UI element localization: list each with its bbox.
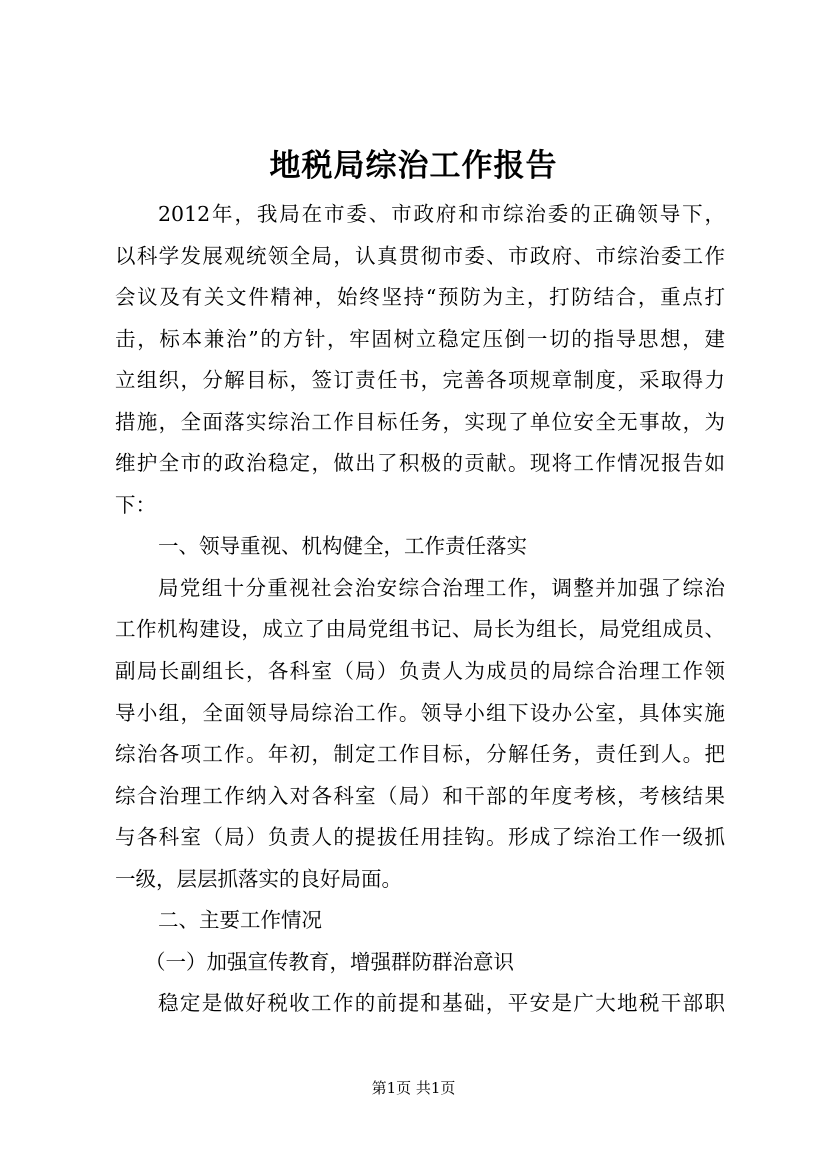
paragraph-line: 副局长副组长，各科室（局）负责人为成员的局综合治理工作领	[115, 659, 725, 684]
paragraph-line: 立组织，分解目标，签订责任书，完善各项规章制度，采取得力	[115, 368, 725, 393]
paragraph-line: 措施，全面落实综治工作目标任务，实现了单位安全无事故，为	[115, 409, 725, 434]
paragraph-line: 综治各项工作。年初，制定工作目标，分解任务，责任到人。把	[115, 742, 725, 767]
paragraph-line: 综合治理工作纳入对各科室（局）和干部的年度考核，考核结果	[115, 783, 725, 808]
section-heading: 二、主要工作情况	[158, 908, 322, 933]
paragraph-line: 击，标本兼治”的方针，牢固树立稳定压倒一切的指导思想，建	[115, 326, 725, 351]
paragraph-line: 导小组，全面领导局综治工作。领导小组下设办公室，具体实施	[115, 700, 725, 725]
section-heading: 一、领导重视、机构健全，工作责任落实	[158, 534, 527, 559]
paragraph-line: 稳定是做好税收工作的前提和基础，平安是广大地税干部职	[158, 991, 725, 1016]
page-footer: 第1页 共1页	[371, 1079, 456, 1097]
paragraph-line: 2012年，我局在市委、市政府和市综治委的正确领导下，	[158, 202, 725, 226]
paragraph-line: 会议及有关文件精神，始终坚持“预防为主，打防结合，重点打	[115, 285, 725, 310]
paragraph-line: 以科学发展观统领全局，认真贯彻市委、市政府、市综治委工作	[115, 243, 725, 268]
paragraph-line: 下：	[115, 492, 156, 517]
paragraph-line: 与各科室（局）负责人的提拔任用挂钩。形成了综治工作一级抓	[115, 825, 725, 850]
paragraph-line: 维护全市的政治稳定，做出了积极的贡献。现将工作情况报告如	[115, 451, 725, 476]
document-body	[115, 194, 725, 1025]
paragraph-line: 局党组十分重视社会治安综合治理工作，调整并加强了综治	[158, 575, 725, 600]
document-title: 地税局综治工作报告	[269, 148, 558, 184]
paragraph-line: 一级，层层抓落实的良好局面。	[115, 866, 402, 891]
subsection-heading: （一）加强宣传教育，增强群防群治意识	[145, 949, 514, 974]
paragraph-line: 工作机构建设，成立了由局党组书记、局长为组长，局党组成员、	[115, 617, 725, 642]
